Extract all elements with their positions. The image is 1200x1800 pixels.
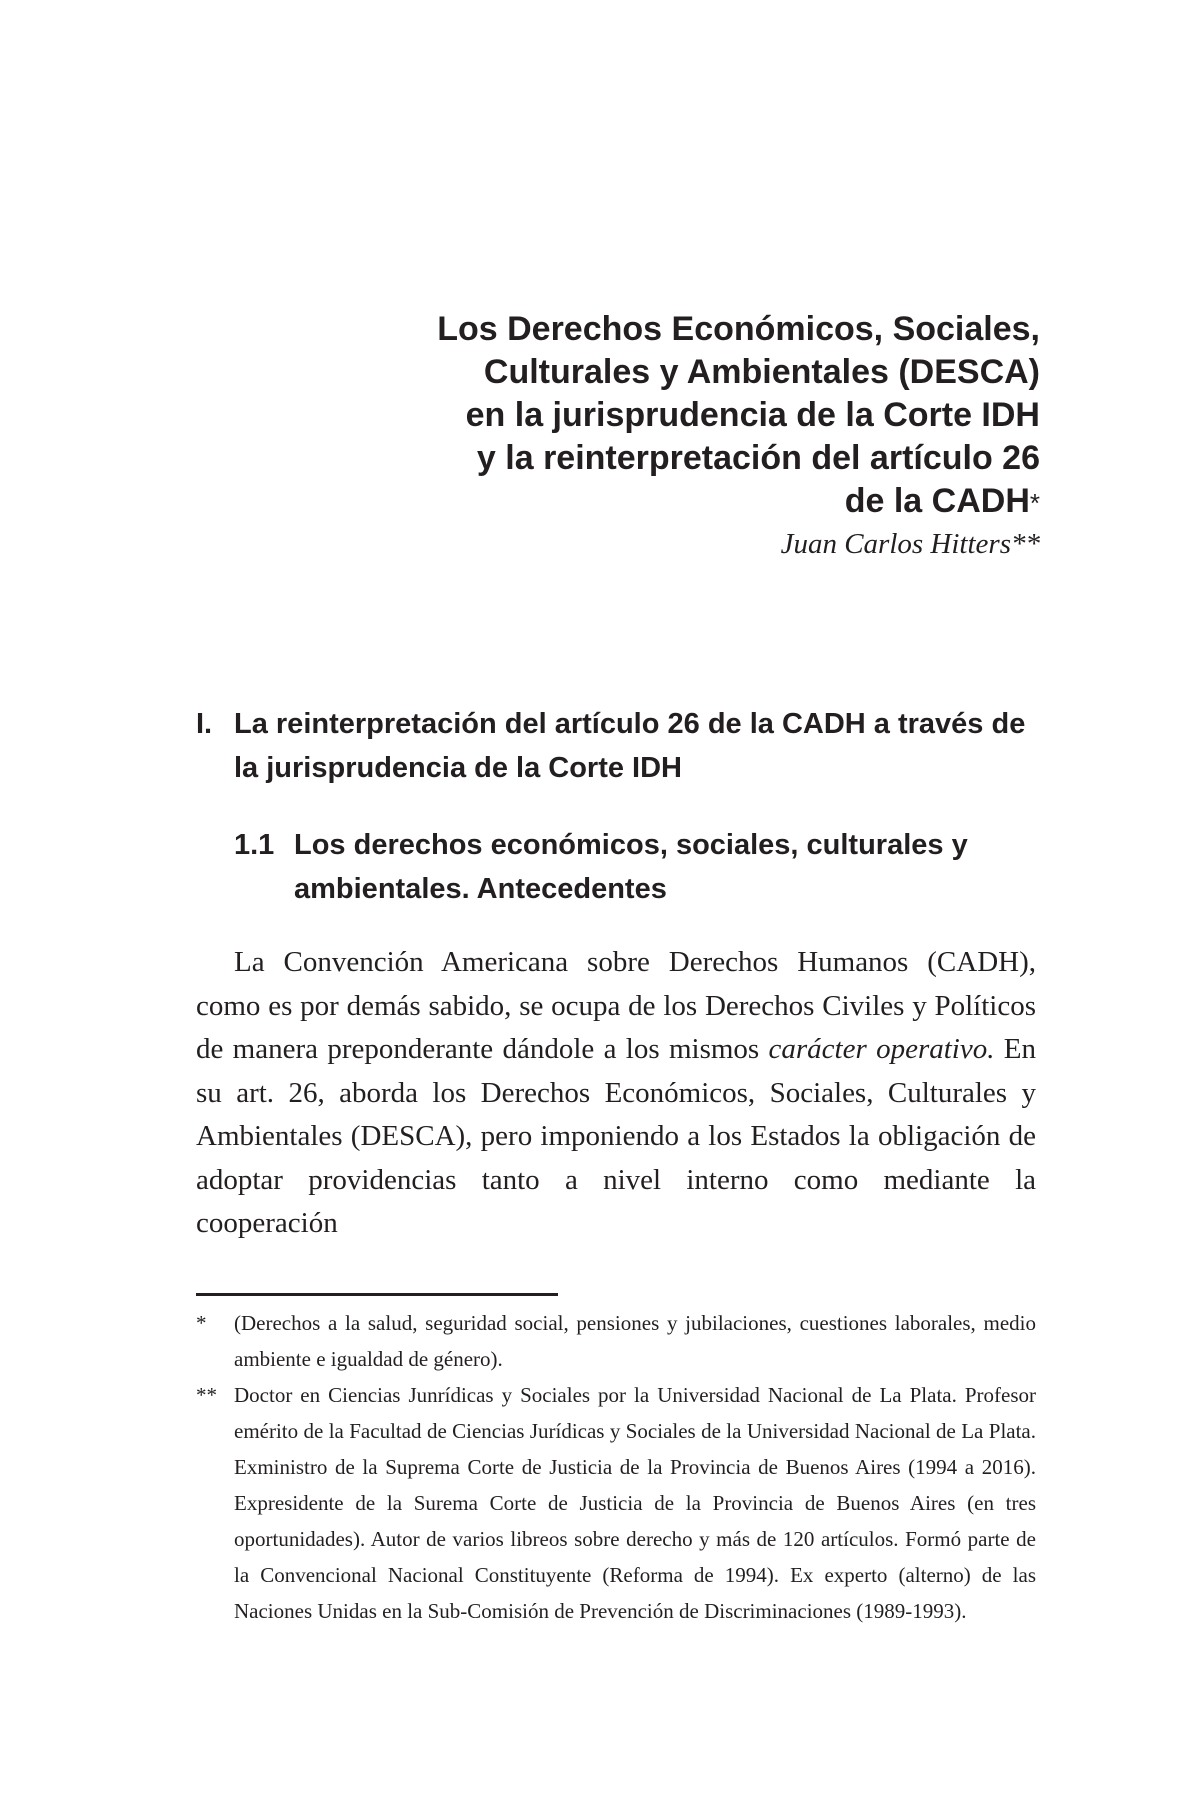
section-number: I.	[196, 708, 213, 740]
footnote	[196, 1305, 1036, 1377]
title-line: en la jurisprudencia de la Corte IDH	[465, 396, 1040, 434]
title-line: y la reinterpretación del artículo 26	[476, 439, 1040, 477]
author-name: Juan Carlos Hitters**	[780, 528, 1040, 560]
body-text-part: En su art. 26, aborda los Derechos Económicos, Sociales, Culturales y Ambientales (DESCA), pero imponiendo a los Estados la obligación de adoptar providencias tanto a nivel interno como mediante la cooperación	[196, 1033, 1036, 1239]
subsection-heading	[234, 823, 1054, 911]
section-heading	[196, 702, 1056, 790]
footnotes	[196, 1305, 1036, 1629]
footnote-mark: **	[196, 1383, 217, 1407]
footnote	[196, 1377, 1036, 1629]
footnote-text: (Derechos a la salud, seguridad social, pensiones y jubilaciones, cuestiones laborales, medio ambiente e igualdad de género).	[234, 1311, 1036, 1371]
subsection-title: Los derechos económicos, sociales, culturales y ambientales. Antecedentes	[294, 829, 968, 905]
footnote-mark: *	[196, 1311, 207, 1335]
body-paragraph	[196, 941, 1036, 1246]
body-emphasis: carácter operativo.	[768, 1033, 995, 1065]
title-line-text: de la CADH	[844, 482, 1030, 520]
body-text-part: La Convención Americana sobre Derechos Humanos (CADH), como es por demás sabido, se ocupa de los Derechos Civiles y Políticos de manera preponderante dándole a los mismos	[196, 946, 1036, 1065]
title-line-last	[300, 480, 1040, 525]
footnote-text: Doctor en Ciencias Junrídicas y Sociales por la Universidad Nacional de La Plata. Profesor emérito de la Facultad de Ciencias Jurídicas y Sociales de la Universidad Nacional de La Plata. Exministro de la Suprema Corte de Justicia de la Provincia de Buenos Aires (1994 a 2016). Expresidente de la Surema Corte de Justicia de la Provincia de Buenos Aires (en tres oportunidades). Autor de varios libreos sobre derecho y más de 120 artículos. Formó parte de la Convencional Nacional Constituyente (Reforma de 1994). Ex experto (alterno) de las Naciones Unidas en la Sub-Comisión de Prevención de Discriminaciones (1989-1993).	[234, 1383, 1036, 1623]
subsection-number: 1.1	[234, 829, 275, 861]
section-title: La reinterpretación del artículo 26 de la CADH a través de la jurisprudencia de la Corte IDH	[234, 708, 1026, 784]
title-line: Culturales y Ambientales (DESCA)	[483, 353, 1040, 391]
title-footnote-mark: *	[1029, 488, 1040, 518]
article-title-block	[300, 308, 1040, 563]
footnote-divider	[196, 1293, 558, 1296]
title-line: Los Derechos Económicos, Sociales,	[437, 310, 1040, 348]
